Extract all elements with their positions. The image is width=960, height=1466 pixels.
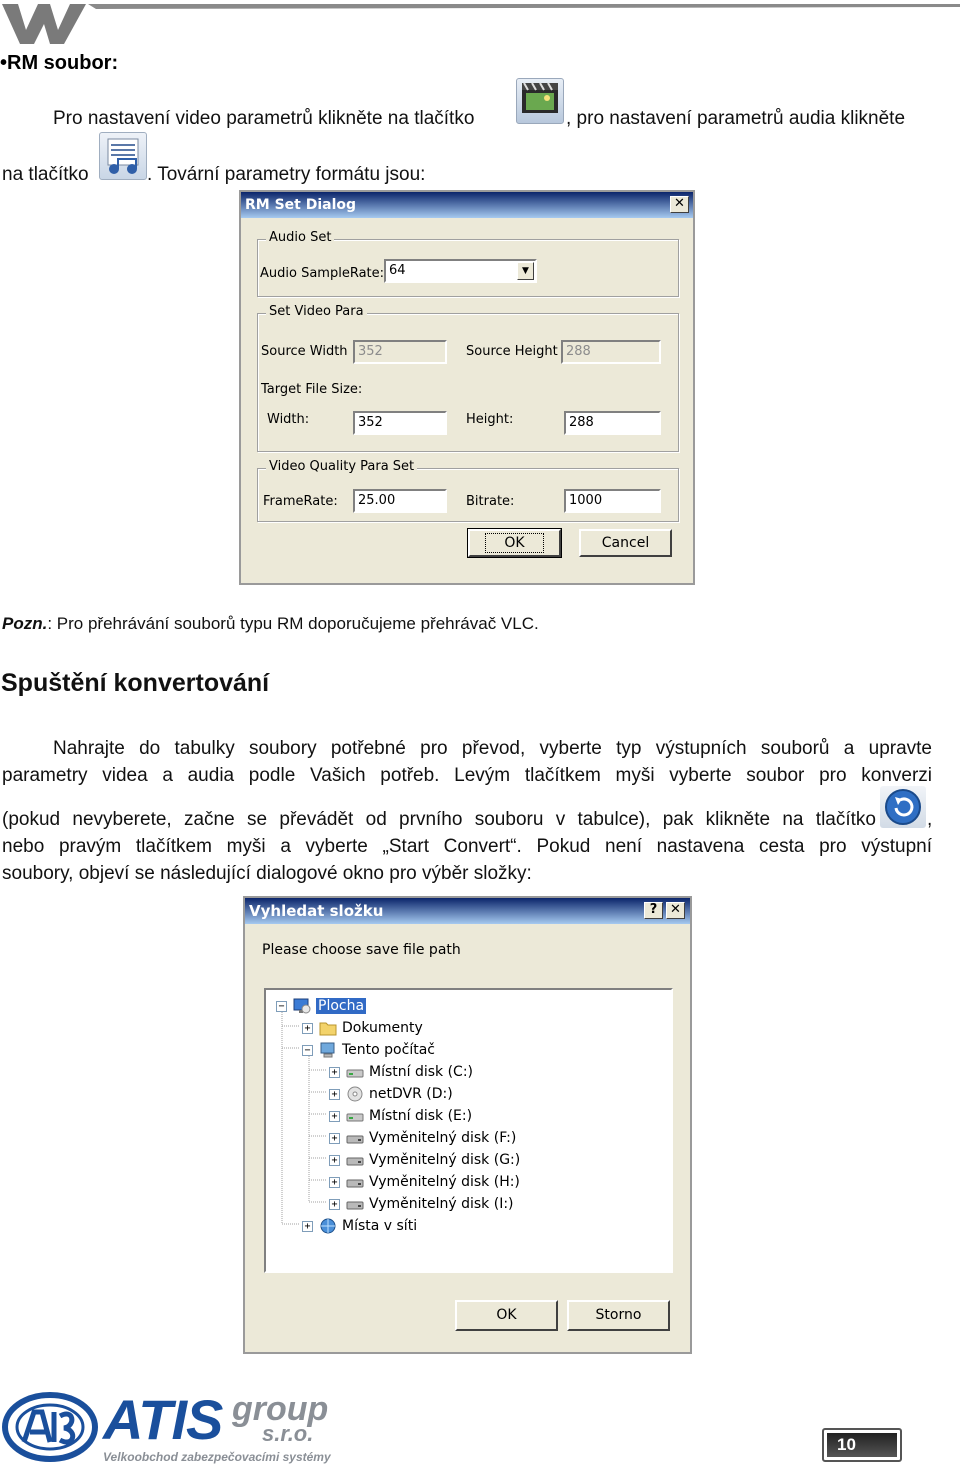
note-text: : Pro přehrávání souborů typu RM doporučujeme přehrávač VLC. xyxy=(47,614,539,633)
height-label: Height: xyxy=(466,412,514,427)
removable-disk-icon xyxy=(346,1196,369,1212)
tree-item[interactable] xyxy=(302,1018,423,1038)
group-text: group xyxy=(232,1390,329,1428)
removable-disk-icon xyxy=(346,1130,369,1146)
expand-icon[interactable]: + xyxy=(329,1133,340,1144)
convert-paragraph-line5: soubory, objeví se následující dialogové okno pro výběr složky: xyxy=(2,863,532,884)
cancel-button[interactable]: Storno xyxy=(567,1300,670,1331)
audio-set-label: Audio Set xyxy=(266,230,334,245)
footer-tagline: Velkoobchod zabezpečovacími systémy xyxy=(103,1450,331,1464)
page-number-badge xyxy=(822,1428,902,1462)
desktop-icon xyxy=(293,998,316,1014)
tree-item-label: Tento počítač xyxy=(342,1042,435,1058)
convert-heading: Spuštění konvertování xyxy=(1,669,270,697)
source-width-field: 352 xyxy=(353,340,447,364)
convert-paragraph-line4: nebo pravým tlačítkem myši a vyberte „Start Convert“. Pokud není nastavena cesta pro výstupní xyxy=(2,836,932,857)
tree-item[interactable] xyxy=(329,1194,514,1214)
convert-paragraph-line1: Nahrajte do tabulky soubory potřebné pro převod, vyberte typ výstupních souborů a upravte xyxy=(53,738,932,759)
hard-disk-icon xyxy=(346,1108,369,1124)
tree-item-label: Vyměnitelný disk (I:) xyxy=(369,1196,514,1212)
tree-item[interactable] xyxy=(302,1040,435,1060)
source-height-label: Source Height xyxy=(466,344,558,359)
tree-item[interactable] xyxy=(329,1128,516,1148)
tree-item[interactable] xyxy=(329,1062,473,1082)
sro-text: s.r.o. xyxy=(262,1421,314,1446)
framerate-field[interactable]: 25.00 xyxy=(353,489,447,513)
expand-icon[interactable]: + xyxy=(329,1067,340,1078)
close-icon[interactable]: ✕ xyxy=(666,902,685,919)
rm-dialog-title: RM Set Dialog xyxy=(245,197,357,213)
folder-dialog-title-bar xyxy=(245,898,690,924)
expand-icon[interactable]: + xyxy=(302,1023,313,1034)
folder-tree[interactable] xyxy=(264,988,673,1273)
convert-paragraph-line3-tail: , xyxy=(927,809,933,830)
ok-button[interactable] xyxy=(468,529,561,557)
tree-item-label: Místní disk (E:) xyxy=(369,1108,473,1124)
network-places-icon xyxy=(319,1218,342,1234)
tree-item-label: Místní disk (C:) xyxy=(369,1064,474,1080)
close-icon[interactable]: ✕ xyxy=(670,196,689,213)
target-file-size-label: Target File Size: xyxy=(261,382,363,397)
bitrate-label: Bitrate: xyxy=(466,494,515,509)
convert-paragraph-line2: parametry videa a audia podle Vašich potřeb. Levým tlačítkem myši vyberte soubor pro konverzi xyxy=(2,765,932,786)
tree-item-label: Vyměnitelný disk (F:) xyxy=(369,1130,517,1146)
audio-samplerate-select[interactable] xyxy=(384,259,537,283)
video-settings-icon xyxy=(516,78,564,124)
audio-samplerate-value: 64 xyxy=(389,263,406,278)
tree-item[interactable] xyxy=(329,1172,520,1192)
rm-text-line2-a: na tlačítko xyxy=(2,164,89,185)
expand-icon[interactable]: + xyxy=(329,1111,340,1122)
convert-paragraph-line3: (pokud nevyberete, začne se převádět od prvního souboru v tabulce), pak klikněte na tlačítko xyxy=(2,809,876,830)
folder-dialog-title: Vyhledat složku xyxy=(249,902,384,920)
cd-drive-icon xyxy=(346,1086,369,1102)
removable-disk-icon xyxy=(346,1152,369,1168)
rm-text-line2-b: . Tovární parametry formátu jsou: xyxy=(147,164,426,185)
atis-emblem-logo xyxy=(2,1392,98,1462)
tree-item[interactable] xyxy=(276,996,366,1016)
rm-dialog-title-bar xyxy=(241,192,693,218)
header-logo xyxy=(0,0,960,46)
collapse-icon[interactable]: − xyxy=(302,1045,313,1056)
width-label: Width: xyxy=(267,412,310,427)
folder-icon xyxy=(319,1020,342,1036)
source-height-field: 288 xyxy=(561,340,661,364)
video-para-label: Set Video Para xyxy=(266,304,367,319)
video-quality-label: Video Quality Para Set xyxy=(266,459,417,474)
audio-settings-icon xyxy=(99,132,147,180)
folder-dialog-prompt: Please choose save file path xyxy=(262,942,461,958)
note-label: Pozn. xyxy=(2,614,48,633)
tree-item-label: Vyměnitelný disk (G:) xyxy=(369,1152,521,1168)
removable-disk-icon xyxy=(346,1174,369,1190)
rm-text-line1-b: , pro nastavení parametrů audia klikněte xyxy=(566,108,906,129)
framerate-label: FrameRate: xyxy=(263,494,338,509)
start-convert-icon xyxy=(880,786,926,828)
rm-set-dialog xyxy=(239,190,695,585)
tree-item[interactable] xyxy=(329,1106,472,1126)
collapse-icon[interactable]: − xyxy=(276,1001,287,1012)
tree-item-label: Místa v síti xyxy=(342,1218,418,1234)
tree-item[interactable] xyxy=(329,1084,453,1104)
height-field[interactable]: 288 xyxy=(564,411,661,435)
help-icon[interactable]: ? xyxy=(644,902,663,919)
expand-icon[interactable]: + xyxy=(329,1089,340,1100)
ok-button[interactable]: OK xyxy=(455,1300,558,1331)
chevron-down-icon[interactable]: ▼ xyxy=(517,262,534,280)
tree-item-label: Plocha xyxy=(318,998,365,1014)
tree-item[interactable] xyxy=(329,1150,520,1170)
tree-item[interactable] xyxy=(302,1216,417,1236)
rm-heading: •RM soubor: xyxy=(0,52,119,74)
expand-icon[interactable]: + xyxy=(302,1221,313,1232)
atis-brand-text: ATIS xyxy=(103,1388,223,1451)
browse-folder-dialog xyxy=(243,896,692,1354)
bitrate-field[interactable]: 1000 xyxy=(564,489,661,513)
rm-text-line1-a: Pro nastavení video parametrů klikněte na tlačítko xyxy=(53,108,475,129)
expand-icon[interactable]: + xyxy=(329,1155,340,1166)
page-number: 10 xyxy=(827,1433,897,1457)
note-line xyxy=(2,614,539,634)
tree-item-label: Vyměnitelný disk (H:) xyxy=(369,1174,520,1190)
computer-icon xyxy=(319,1042,342,1058)
tree-item-label: Dokumenty xyxy=(342,1020,423,1036)
audio-samplerate-label: Audio SampleRate: xyxy=(260,266,385,281)
expand-icon[interactable]: + xyxy=(329,1199,340,1210)
source-width-label: Source Width xyxy=(261,344,348,359)
cancel-button[interactable]: Cancel xyxy=(579,529,672,557)
expand-icon[interactable]: + xyxy=(329,1177,340,1188)
width-field[interactable]: 352 xyxy=(353,411,447,435)
ok-button-label: OK xyxy=(485,533,543,553)
tree-item-label: netDVR (D:) xyxy=(369,1086,453,1102)
hard-disk-icon xyxy=(346,1064,369,1080)
